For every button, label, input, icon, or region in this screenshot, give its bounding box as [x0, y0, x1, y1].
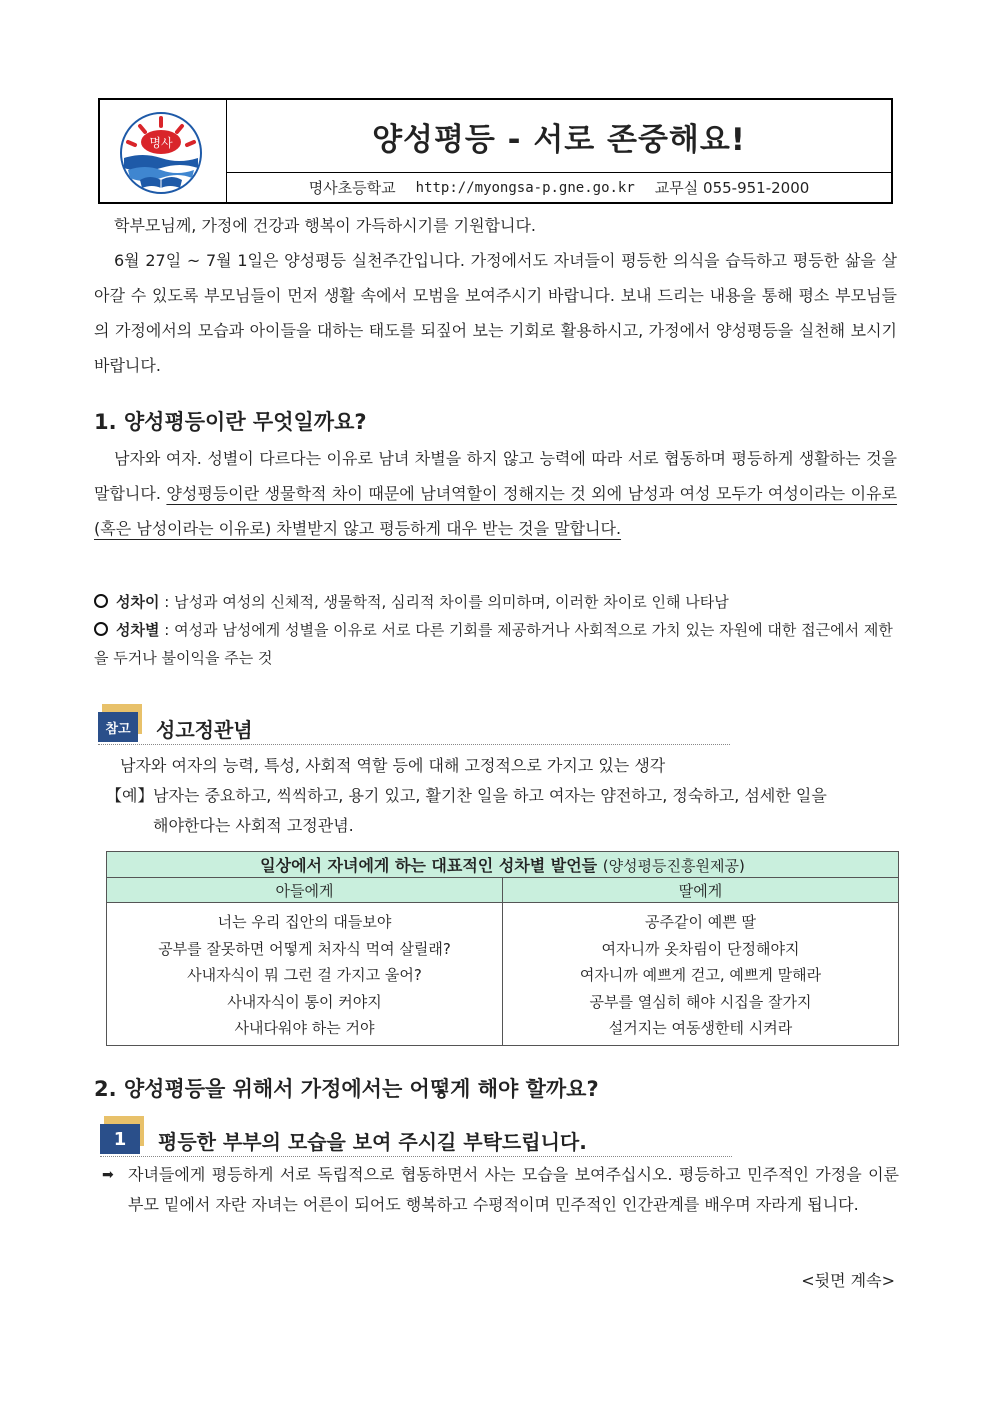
definition-item: [94, 588, 897, 616]
note-definition: 남자와 여자의 능력, 특성, 사회적 역할 등에 대해 고정적으로 가지고 있는 생각: [120, 756, 666, 775]
section1-heading: 1. 양성평등이란 무엇일까요?: [94, 410, 367, 434]
section2-body-text: 자녀들에게 평등하게 서로 독립적으로 협동하면서 사는 모습을 보여주십시오. 평등하고 민주적인 가정을 이룬 부모 밑에서 자란 자녀는 어른이 되어도 행복하고 수평적이며 민주적인 인간관계를 배우며 자라게 됩니다.: [128, 1165, 899, 1214]
table-row: 여자니까 옷차림이 단정해야지: [601, 939, 800, 958]
daughter-remarks-cell: [503, 903, 899, 1046]
table-row: 여자니까 예쁘게 걷고, 예쁘게 말해라: [579, 966, 822, 984]
table-row: 공부를 열심히 해야 시집을 잘가지: [589, 992, 812, 1011]
definition-text: : 남성과 여성의 신체적, 생물학적, 심리적 차이를 의미하며, 이러한 차이로 인해 나타남: [159, 593, 729, 611]
note-heading: [98, 710, 730, 745]
number-badge: 1: [100, 1124, 140, 1154]
school-url[interactable]: http://myongsa-p.gne.go.kr: [415, 179, 635, 196]
office-phone: 교무실 055-951-2000: [654, 179, 810, 197]
circle-bullet-icon: [94, 594, 108, 608]
table-row: 사내자식이 통이 커야지: [227, 992, 382, 1011]
subsection-title: 평등한 부부의 모습을 보여 주시길 부탁드립니다.: [158, 1130, 587, 1154]
arrow-right-icon: ➡: [102, 1167, 114, 1183]
school-name: 명사초등학교: [308, 179, 396, 197]
circle-bullet-icon: [94, 622, 108, 636]
section2-heading: 2. 양성평등을 위해서 가정에서는 어떻게 해야 할까요?: [94, 1077, 599, 1101]
school-logo-icon: [100, 100, 226, 202]
table-row: 공부를 잘못하면 어떻게 처자식 먹여 살릴래?: [158, 939, 451, 958]
logo-cell: [100, 100, 227, 202]
definition-text: : 여성과 남성에게 성별을 이유로 서로 다른 기회를 제공하거나 사회적으로 가치 있는 자원에 대한 접근에서 제한을 두거나 불이익을 주는 것: [94, 621, 893, 667]
column-header-son: 아들에게: [107, 878, 503, 903]
gender-bias-table: [106, 851, 899, 1046]
section1-body-underlined: 양성평등이란 생물학적 차이 때문에 남녀역할이 정해지는 것 외에 남성과 여성 모두가 여성이라는 이유로 (혹은 남성이라는 이유로) 차별받지 않고 평등하게 대우 받는 것을 말합니다.: [94, 484, 898, 538]
definition-term: 성차이: [116, 593, 160, 611]
section2-body: [102, 1160, 899, 1220]
note-badge: 참고: [98, 712, 138, 742]
header-box: [98, 98, 893, 204]
table-title-cell: [107, 852, 899, 878]
note-title: 성고정관념: [156, 718, 253, 742]
definition-item: [94, 616, 897, 672]
definition-list: [94, 588, 897, 672]
table-row: 사내다워야 하는 거야: [234, 1019, 375, 1037]
table-title: 일상에서 자녀에게 하는 대표적인 성차별 발언들: [260, 856, 598, 875]
definition-term: 성차별: [116, 621, 160, 639]
note-example-line2: 해야한다는 사회적 고정관념.: [153, 816, 354, 835]
section1-body: [94, 441, 897, 546]
continue-note: <뒷면 계속>: [801, 1271, 895, 1290]
son-remarks-cell: [107, 903, 503, 1046]
intro-paragraph: [94, 208, 897, 383]
table-row: 공주같이 예쁜 딸: [645, 913, 756, 931]
table-row: 너는 우리 집안의 대들보야: [217, 913, 392, 931]
note-example-line1: 남자는 중요하고, 씩씩하고, 용기 있고, 활기찬 일을 하고 여자는 얌전하고, 정숙하고, 섬세한 일을: [153, 786, 827, 805]
page-title: 양성평등 - 서로 존중해요!: [372, 121, 746, 158]
column-header-daughter: 딸에게: [503, 878, 899, 903]
school-info: [227, 173, 891, 202]
svg-text:명사: 명사: [149, 136, 173, 150]
intro-body: 6월 27일 ~ 7월 1일은 양성평등 실천주간입니다. 가정에서도 자녀들이 평등한 의식을 습득하고 평등한 삶을 살아갈 수 있도록 부모님들이 먼저 생활 속에서 모범을 보여주시기 바랍니다. 보내 드리는 내용을 통해 평소 부모님들의 가정에서의 모습과 아이들을 대하는 태도를 되짚어 보는 기회로 활용하시고, 가정에서 양성평등을 실천해 보시기 바랍니다.: [94, 251, 897, 375]
note-example-label: 【예】: [106, 786, 154, 805]
table-row: 사내자식이 뭐 그런 걸 가지고 울어?: [187, 966, 422, 984]
title-cell: [227, 100, 891, 173]
subsection-heading: [100, 1120, 732, 1157]
section1-body-plain: 남자와 여자. 성별이 다르다는 이유로 남녀 차별을 하지 않고 능력에 따라 서로 협동하며 평등하게 생활하는 것을 말합니다.: [94, 449, 897, 503]
greeting: 학부모님께, 가정에 건강과 행복이 가득하시기를 기원합니다.: [114, 216, 537, 235]
table-source: (양성평등진흥원제공): [602, 857, 745, 875]
table-row: 설거지는 여동생한테 시켜라: [608, 1019, 793, 1037]
